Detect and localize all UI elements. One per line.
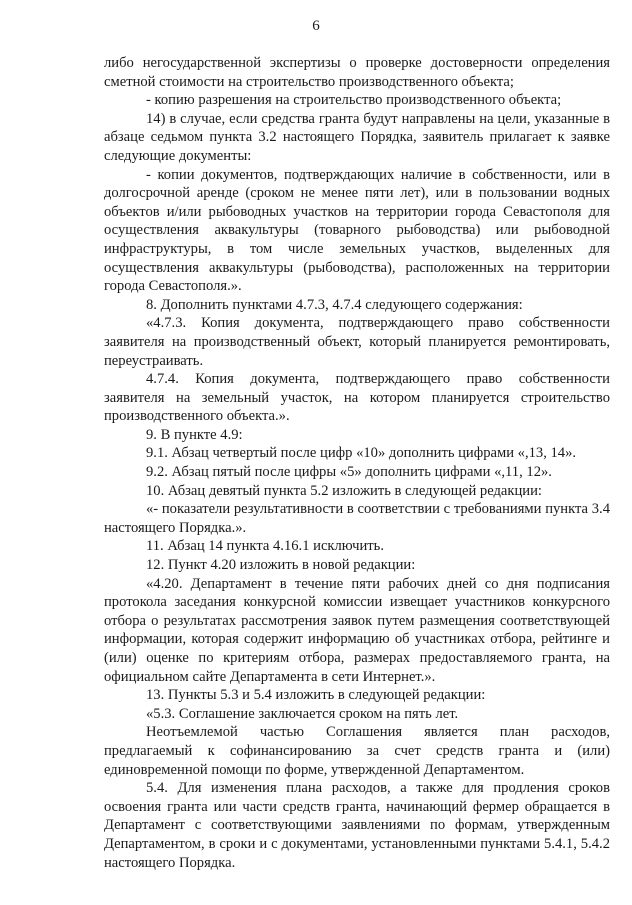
page-number: 6: [312, 18, 320, 34]
paragraph: 9. В пункте 4.9:: [146, 426, 243, 443]
paragraph: 12. Пункт 4.20 изложить в новой редакции:: [146, 557, 416, 574]
paragraph: - копии документов, подтверждающих наличие в собственности, или в долгосрочной аренде (сроком не менее пяти лет), или в пользовании водных объектов и/или рыбоводных участков на территории города Севастополя для осуществления аквакультуры (товарного рыбоводства) или рыбоводной инфраструктуры, в том числе земельных участков, выделенных для осуществления аквакультуры (рыбоводства), расположенных на территории города Севастополя.».: [104, 166, 610, 295]
paragraph: 10. Абзац девятый пункта 5.2 изложить в следующей редакции:: [146, 482, 542, 499]
paragraph: «- показатели результативности в соответствии с требованиями пункта 3.4 настоящего Порядка.».: [104, 501, 610, 536]
paragraph: 9.1. Абзац четвертый после цифр «10» дополнить цифрами «,13, 14».: [146, 445, 577, 462]
paragraph: 11. Абзац 14 пункта 4.16.1 исключить.: [146, 538, 384, 555]
paragraph: 5.4. Для изменения плана расходов, а также для продления сроков освоения гранта или части средств гранта, начинающий фермер обращается в Департамент с соответствующими заявлениями по формам, утвержденным Департаментом, в сроки и с документами, установленными пунктами 5.4.1, 5.4.2 настоящего Порядка.: [104, 780, 610, 871]
paragraph: - копию разрешения на строительство производственного объекта;: [146, 92, 562, 109]
paragraph: либо негосударственной экспертизы о проверке достоверности определения сметной стоимости на строительство производственного объекта;: [104, 55, 610, 90]
paragraph: «5.3. Соглашение заключается сроком на пять лет.: [146, 705, 459, 722]
paragraph: 13. Пункты 5.3 и 5.4 изложить в следующей редакции:: [146, 687, 486, 704]
paragraph: «4.20. Департамент в течение пяти рабочих дней со дня подписания протокола заседания конкурсной комиссии извещает участников конкурсного отбора о результатах рассмотрения заявок путем размещения соответствующей информации, которая содержит информацию об участниках отбора, рейтинге и (или) оценке по критериям отбора, размерах предоставляемого гранта, на официальном сайте Департамента в сети Интернет.».: [104, 575, 610, 685]
paragraph: Неотъемлемой частью Соглашения является план расходов, предлагаемый к софинансированию за счет средств гранта и (или) единовременной помощи по форме, утвержденной Департаментом.: [104, 724, 610, 778]
paragraph: 14) в случае, если средства гранта будут направлены на цели, указанные в абзаце седьмом пункта 3.2 настоящего Порядка, заявитель прилагает к заявке следующие документы:: [104, 110, 610, 164]
paragraph: 4.7.4. Копия документа, подтверждающего право собственности заявителя на земельный участок, на котором планируется строительство производственного объекта.».: [104, 371, 610, 425]
paragraph: «4.7.3. Копия документа, подтверждающего право собственности заявителя на производственный объект, который планируется ремонтировать, переустраивать.: [104, 315, 610, 369]
paragraph: 8. Дополнить пунктами 4.7.3, 4.7.4 следующего содержания:: [146, 296, 523, 313]
document-body: [104, 54, 610, 872]
paragraph: 9.2. Абзац пятый после цифры «5» дополнить цифрами «,11, 12».: [146, 464, 552, 481]
